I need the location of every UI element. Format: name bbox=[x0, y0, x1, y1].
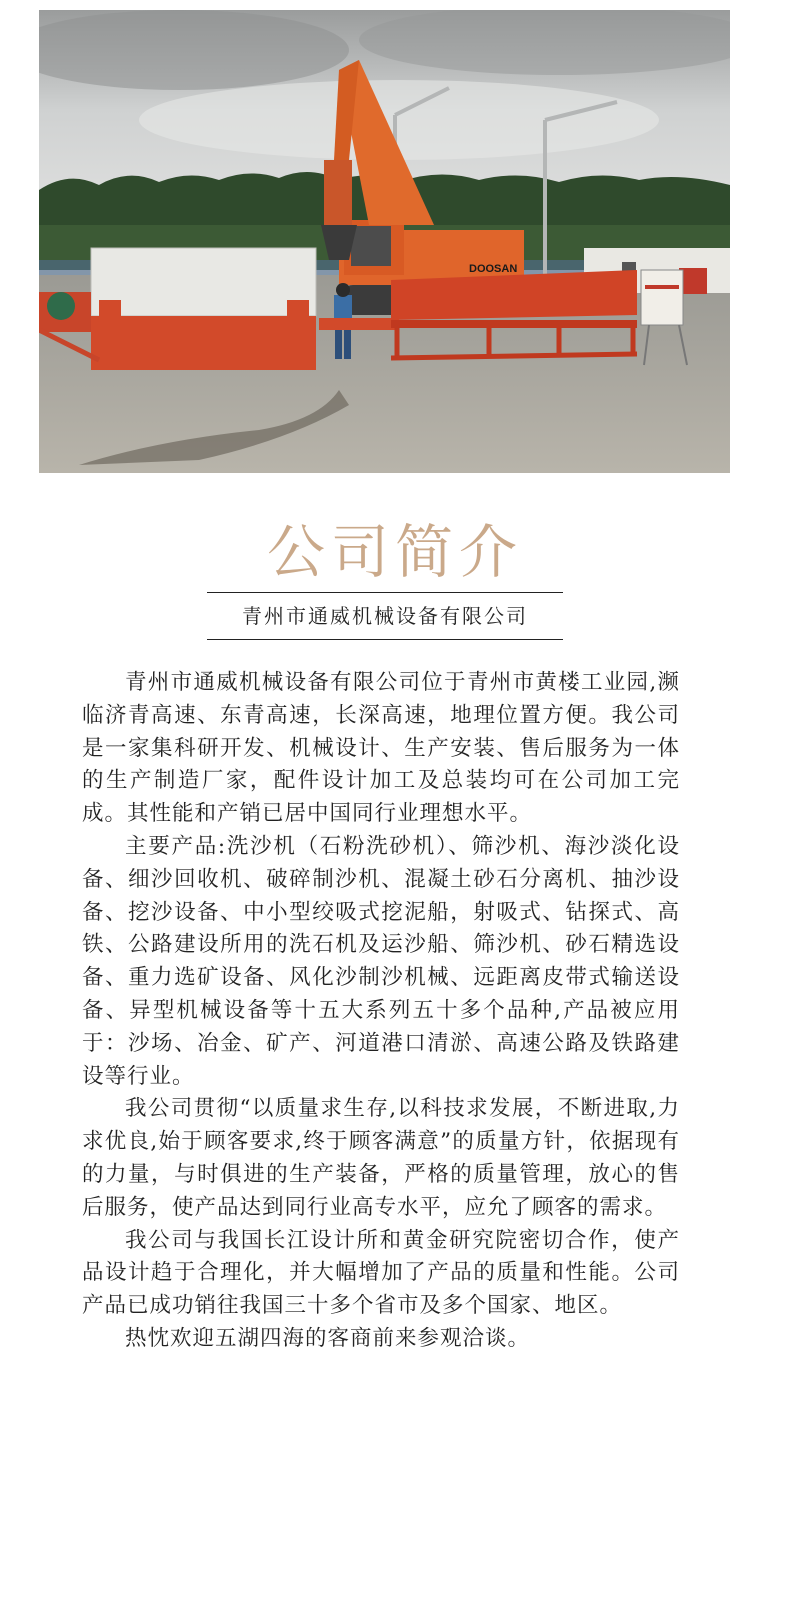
company-name: 青州市通威机械设备有限公司 bbox=[242, 604, 528, 628]
subtitle-box bbox=[207, 592, 563, 640]
paragraph-products: 主要产品:洗沙机（石粉洗砂机）、筛沙机、海沙淡化设备、细沙回收机、破碎制沙机、混凝土砂石分离机、抽沙设备、挖沙设备、中小型绞吸式挖泥船，射吸式、钻探式、高铁、公路建设所用的洗石机及运沙船、筛沙机、砂石精选设备、重力选矿设备、风化沙制沙机械、远距离皮带式输送设备、异型机械设备等十五大系列五十多个品种,产品被应用于：沙场、冶金、矿产、河道港口清淤、高速公路及铁路建设等行业。 bbox=[82, 833, 680, 1089]
excavator-brand-text: DOOSAN bbox=[469, 263, 518, 275]
paragraph-quality-policy: 我公司贯彻“以质量求生存,以科技求发展，不断进取,力求优良,始于顾客要求,终于顾客满意”的质量方针，依据现有的力量，与时俱进的生产装备，严格的质量管理，放心的售后服务，使产品达到同行业高专水平，应允了顾客的需求。 bbox=[82, 1096, 680, 1220]
page-title: 公司简介 bbox=[266, 518, 523, 586]
paragraph-location: 青州市通威机械设备有限公司位于青州市黄楼工业园,濒临济青高速、东青高速，长深高速，地理位置方便。我公司是一家集科研开发、机械设计、生产安装、售后服务为一体的生产制造厂家，配件设计加工及总装均可在公司加工完成。其性能和产销已居中国同行业理想水平。 bbox=[82, 670, 680, 827]
paragraph-welcome: 热忱欢迎五湖四海的客商前来参观洽谈。 bbox=[125, 1325, 531, 1351]
hero-photo bbox=[39, 10, 730, 473]
company-introduction-text bbox=[82, 667, 680, 1356]
equipment-photo-illustration bbox=[39, 10, 730, 473]
paragraph-cooperation: 我公司与我国长江设计所和黄金研究院密切合作，使产品设计趋于合理化，并大幅增加了产品的质量和性能。公司产品已成功销往我国三十多个省市及多个国家、地区。 bbox=[82, 1227, 680, 1319]
